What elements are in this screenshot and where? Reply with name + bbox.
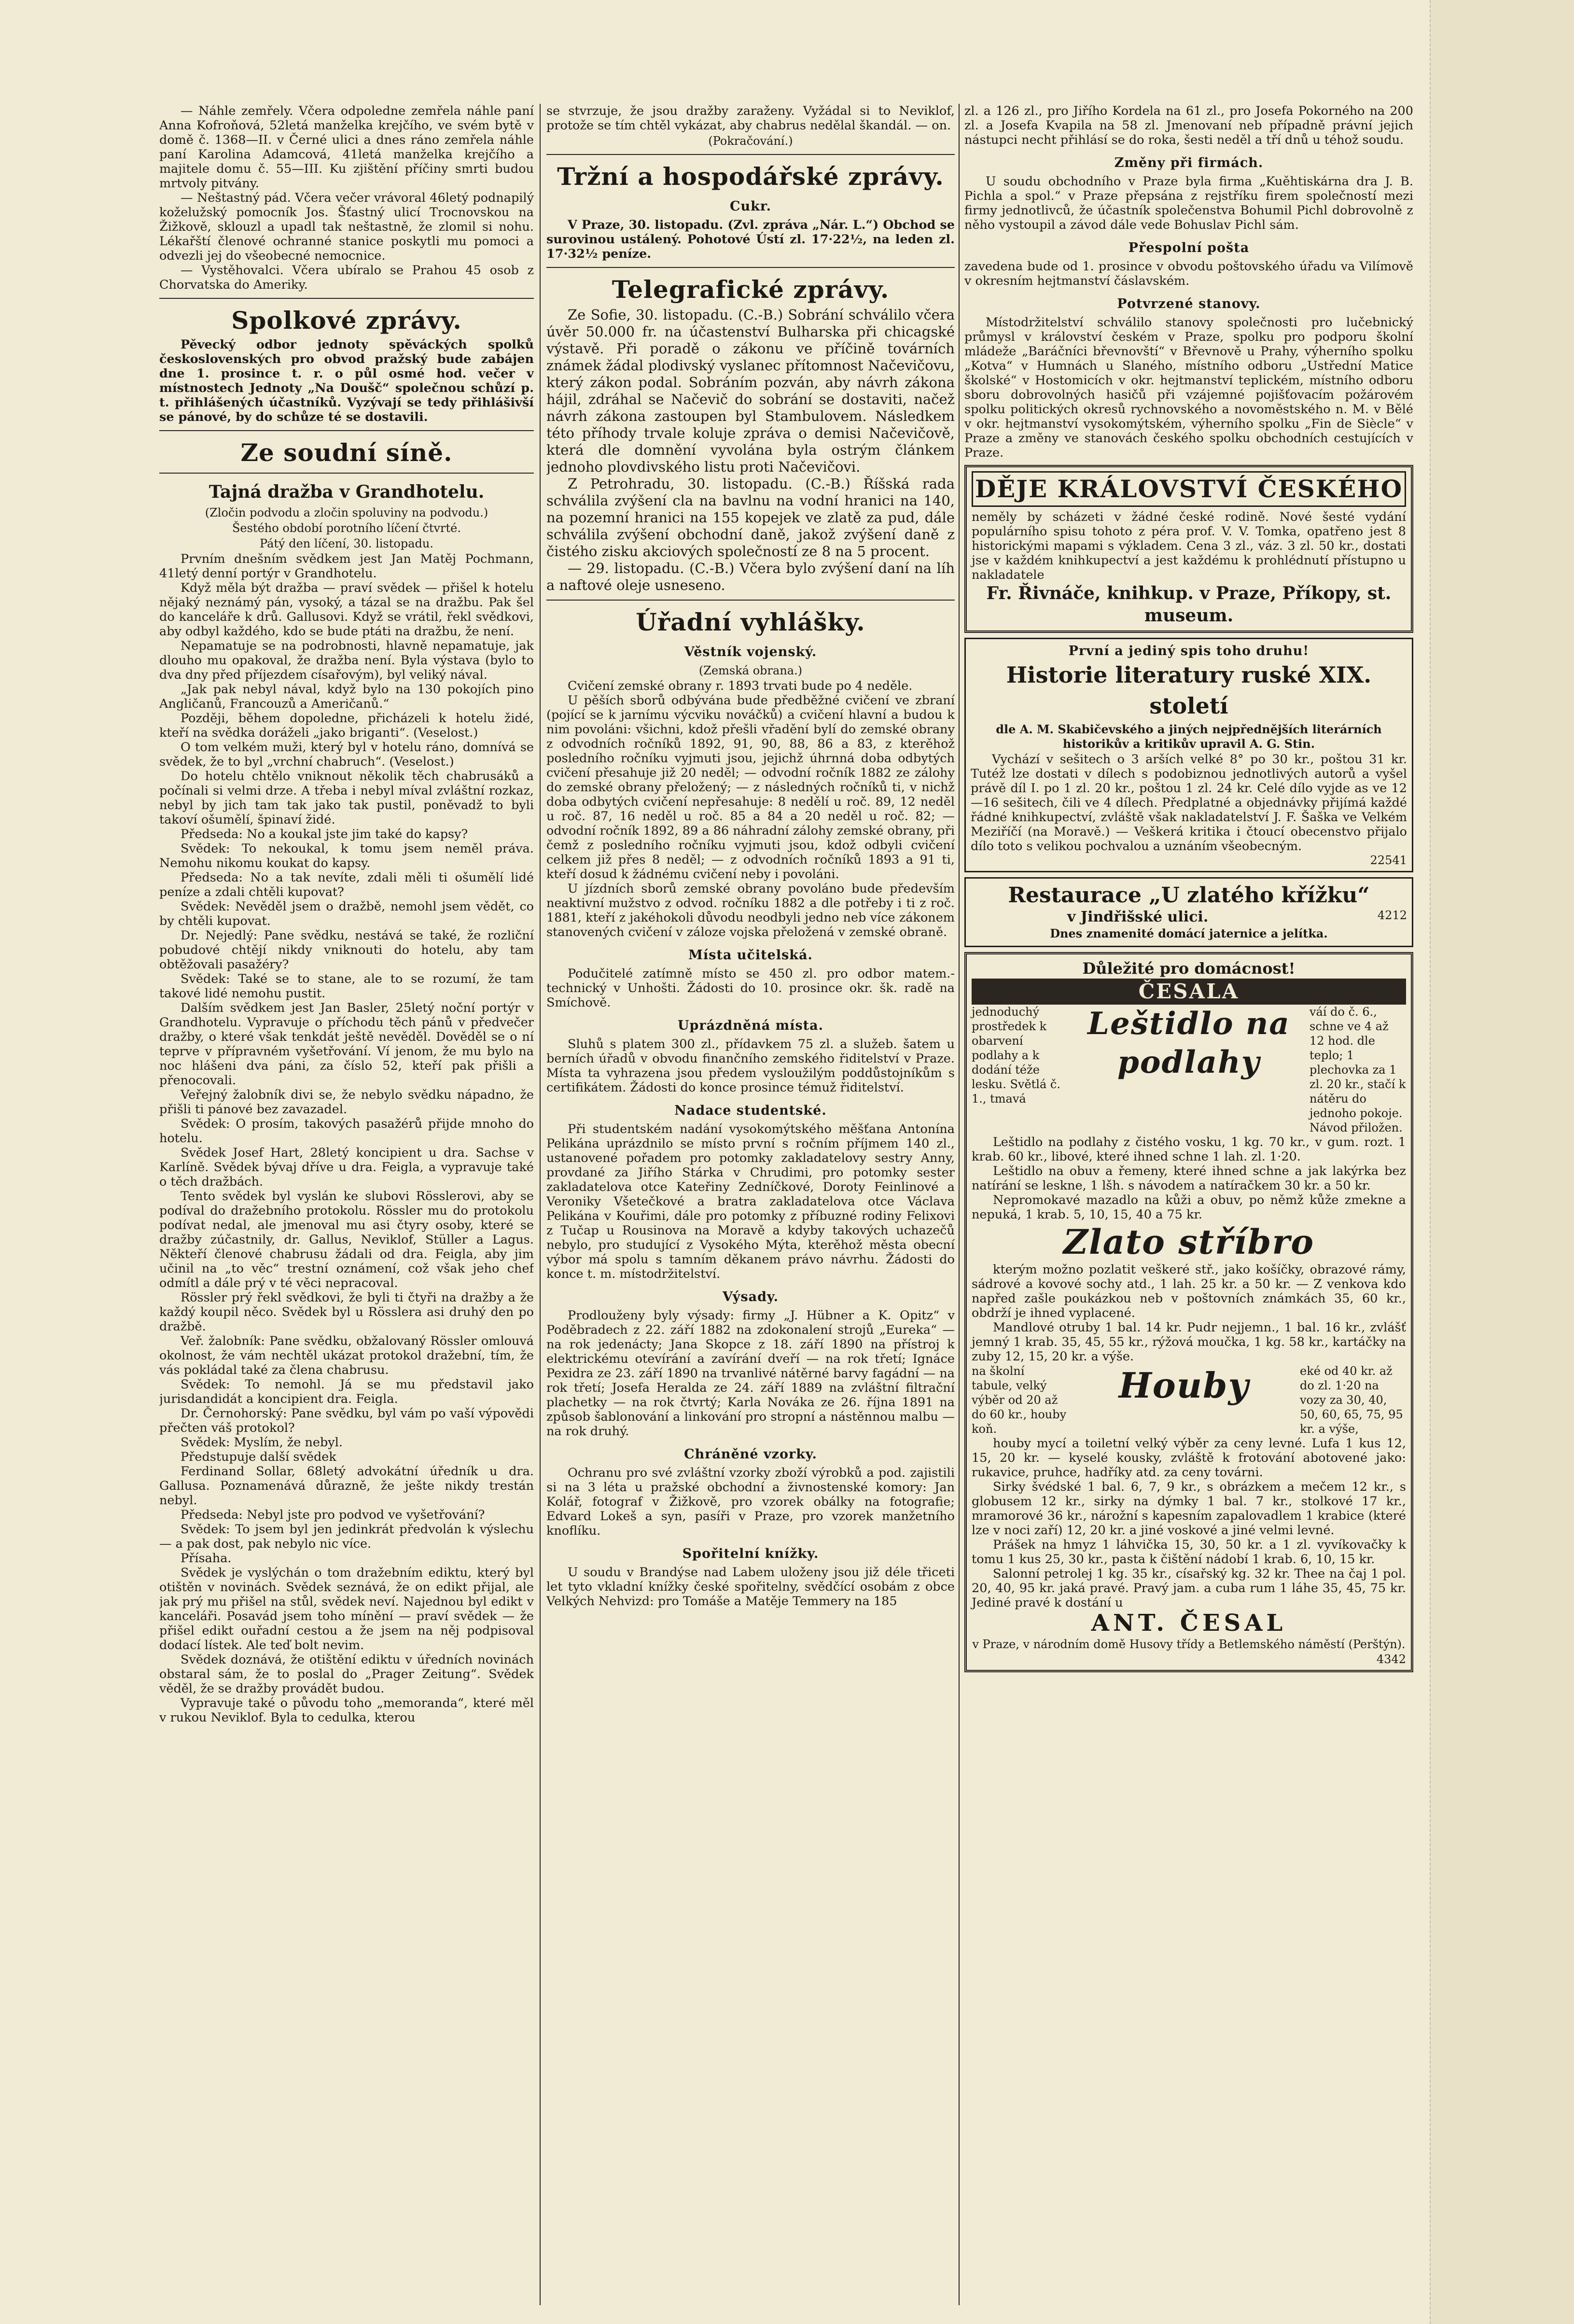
paragraph: Svědek: O prosím, takových pasažérů přijde mnoho do hotelu. bbox=[159, 1117, 534, 1146]
paragraph: Veř. žalobník: Pane svědku, obžalovaný Rössler omlouvá okolnost, že vám nechtěl ukázat protokol dražební, tím, že vás pokládal také za člena chabrusu. bbox=[159, 1334, 534, 1377]
ad-script-lestidlo: Leštidlo na podlahy bbox=[1087, 1006, 1290, 1080]
ad-houby-row bbox=[972, 1364, 1406, 1436]
section-divider bbox=[159, 473, 534, 474]
ad-text: Salonní petrolej 1 kg. 35 kr., císařský kg. 32 kr. Thee na čaj 1 pol. 20, 40, 95 kr. jaká pravé. Pravý jam. a cuba rum 1 láhe 35, 45, 75 kr. Jediné pravé k dostání u bbox=[972, 1567, 1406, 1610]
section-divider bbox=[159, 298, 534, 299]
section-divider bbox=[546, 154, 955, 155]
column-1 bbox=[159, 104, 534, 2310]
paragraph: Do hotelu chtělo vniknout několik těch chabrusáků a počínali si velmi drze. A třeba i nebyl míval zvláštní rozkaz, nebyl by jich tam tak jako tak pustil, poněvadž to byli takoví ošumělí, špinaví židé. bbox=[159, 769, 534, 827]
section-heading-telegraficke: Telegrafické zprávy. bbox=[612, 275, 890, 304]
paragraph: Sluhů s platem 300 zl., přídavkem 75 zl. a služeb. šatem u berních úřadů v obvodu finančního zemského řiditelství v Praze. Místa ta vyhrazena jsou předem vysloužilým poddůstojníkům s certifikátem. Žádosti do konce prosince témuž řiditelství. bbox=[546, 1037, 955, 1095]
subheading-zmeny: Změny při firmách. bbox=[1114, 155, 1264, 170]
paragraph: Prvním dnešním svědkem jest Jan Matěj Pochmann, 41letý denní portýr v Grandhotelu. bbox=[159, 552, 534, 581]
article-subtitle: (Zločin podvodu a zločin spoluviny na podvodu.) bbox=[205, 506, 488, 519]
paragraph: U soudu obchodního v Praze byla firma „Kuěhtiskárna dra J. B. Pichla a spol.“ v Praze přepsána z rejstříku firem společností mezi firmy jednotlivců, že účastník společenstva Bohumil Pichl dobrovolně z něho vystoupil a závod dále vede Bohuslav Pichl sám. bbox=[964, 174, 1413, 232]
ad-text: jednoduchý prostředek k obarvení podlahy a k dodání téže lesku. Světlá č. 1., tmavá bbox=[972, 1005, 1060, 1106]
paragraph: Když měla být dražba — praví svědek — přišel k hotelu nějaký neznámý pán, vysoký, a tázal se na dražbu. Pak šel do kanceláře k drů. Gallusovi. Když se vrátil, řekl svědkovi, aby odbyl každého, kdo se bude ptáti na dražbu, že není. bbox=[159, 581, 534, 639]
ad-number: 4342 bbox=[1376, 1652, 1406, 1666]
section-heading-uradni: Úřadní vyhlášky. bbox=[636, 608, 865, 636]
ad-text: Mandlové otruby 1 bal. 14 kr. Pudr nejjemn., 1 bal. 16 kr., zvlášť jemný 1 krab. 35, 45, 55 kr., rýžová moučka, 1 kg. 58 kr., kartáčky na zuby 12, 15, 20 kr. a výše. bbox=[972, 1320, 1406, 1364]
paragraph: Dr. Nejedlý: Pane svědku, nestává se také, že rozliční pobudové chtějí nikdy vniknouti do hotelu, aby tam obtěžovali pasažéry? bbox=[159, 928, 534, 972]
subheading-vysady: Výsady. bbox=[722, 1289, 779, 1304]
ad-text: Sirky švédské 1 bal. 6, 7, 9 kr., s obrázkem a mečem 12 kr., s globusem 12 kr., sirky na dýmky 1 bal. 7 kr., stolkové 17 kr., mramorové 36 kr., nárožní s kapesním zapalovadlem 1 krabice (které lze v noci zaří) 12, 20 kr. a jiné voskové a jiné velmi levné. bbox=[972, 1480, 1406, 1538]
ad-text: Prášek na hmyz 1 láhvička 15, 30, 50 kr. a 1 zl. vyvíkovačky k tomu 1 kus 25, 30 kr., pasta k čištění nádobí 1 krab. 6, 10, 15 kr. bbox=[972, 1538, 1406, 1567]
article-title-tajna-drazba: Tajná dražba v Grandhotelu. bbox=[209, 482, 485, 502]
subheading-potvrzene: Potvrzené stanovy. bbox=[1117, 296, 1261, 311]
article-subtitle: Pátý den líčení, 30. listopadu. bbox=[260, 537, 433, 550]
ad-text: eké od 40 kr. až do zl. 1·20 na vozy za 30, 40, 50, 60, 65, 75, 95 kr. a výše, bbox=[1300, 1364, 1403, 1436]
paragraph: Cvičení zemské obrany r. 1893 trvati bude po 4 neděle. bbox=[568, 679, 913, 693]
news-item-sofie: Ze Sofie, 30. listopadu. (C.-B.) Sobrání schválilo včera úvěr 50.000 fr. na účastenství Bulharska při chicagské výstavě. Při poradě o zákonu ve příčině továrních známek žádal plodivský vyslanec přítomnost Načevičovu, který zákon podal. Sobráním pozván, aby návrh zákona hájil, zdráhal se Načevič do sobrání se dostaviti, načež návrh zákona zastoupen byl Stambulovem. Následkem této příhody trvale koluje zpráva o demisi Načevičově, která dle domnění vyvolána byla ostrým článkem jednoho plovdivského listu proti Načevičovi. bbox=[546, 307, 955, 475]
article-subtitle: Šestého období porotního líčení čtvrté. bbox=[232, 521, 461, 535]
ad-text: Vychází v sešitech o 3 arších velké 8° po 30 kr., poštou 31 kr. Tutéž lze dostati v dílech s podobiznou jednotlivých autorů a vyšel právě díl I. po 1 zl. 20 kr., poštou 1 zl. 24 kr. Celé dílo vyjde as ve 12—16 sešitech, čili ve 4 dílech. Předplatné a objednávky přijímá každé řádné knihkupectví, zvláště však nakladatelství J. F. Šaška ve Velkém Meziříčí (na Moravě.) — Veškerá kritika i čtoucí obecenstvo přijalo dílo toto s velikou pochvalou a uznáním všeobecným. bbox=[971, 752, 1407, 854]
ad-brand: ČESALA bbox=[972, 979, 1406, 1005]
ad-cesal bbox=[964, 952, 1413, 1672]
paragraph: O tom velkém muži, který byl v hotelu ráno, domnívá se svědek, že to byl „vrchní chabruch“. (Veselost.) bbox=[159, 740, 534, 769]
section-heading-trzni: Tržní a hospodářské zprávy. bbox=[557, 162, 944, 191]
ad-publisher: Fr. Řivnáče, knihkup. v Praze, Příkopy, st. museum. bbox=[986, 583, 1392, 626]
paragraph: Ferdinand Sollar, 68letý advokátní úředník u dra. Gallusa. Poznamenává důrazně, že ješte nikdy trestán nebyl. bbox=[159, 1464, 534, 1508]
ad-text: houby mycí a toiletní velký výběr za ceny levné. Lufa 1 kus 12, 15, 20 kr. — kyselé kousky, zvláště k frotování abotovené jako: rukavice, pruhce, hadříky atd. za ceny továrni. bbox=[972, 1436, 1406, 1480]
ad-kicker: Důležité pro domácnost! bbox=[1082, 959, 1295, 978]
ad-deje-kralovstvi bbox=[964, 465, 1413, 633]
ad-text: neměly by scházeti v žádné české rodině. Nové šesté vydání populárního spisu tohoto z péra prof. V. V. Tomka, opatřeno jest 8 historickými mapami s výkladem. Cena 3 zl., váz. 3 zl. 50 kr., dostati jse v každém knihkupectví a jest každému k prohlédnutí přístupno u nakladatele bbox=[972, 510, 1406, 582]
paragraph: Později, během dopoledne, přicházeli k hotelu židé, kteří na svědka doráželi „jako briganti“. (Veselost.) bbox=[159, 711, 534, 740]
paragraph: U soudu v Brandýse nad Labem uloženy jsou již déle třiceti let tyto vkladní knížky české spořitelny, svědčící osobám z obce Velkých Nehvizd: pro Tomáše a Matěje Temmery na 185 bbox=[546, 1565, 955, 1609]
paragraph: U pěších sborů odbývána bude předběžné cvičení ve zbraní (pojící se k jarnímu výcviku nováčků) a cvičení hlavní a budou k nim povoláni: všichni, kdož přešli vřadění bylí do zemské obrany z odvodních ročníků 1892, 91, 90, 88, 86 a 83, z kterěhož posledního ročníku vyjmuti jsou, jejichž úhrnná doba odbytých cvičení přesahuje již 20 neděl; — odvodní ročník 1882 ze zálohy do zemské obrany přeložený; — z následných ročníků ti, v nichž doba odbytých cvičení nepřesahuje: 8 nedělí u roč. 89, 12 neděl u roč. 87, 16 neděl u roč. 85 a 84 a 20 neděl u roč. 82; — odvodní ročník 1892, 89 a 86 náhradní zálohy zemské obrany, při čemž z posledního ročníku vyjmuti jsou, kdož odbyli cvičení celkem již přes 8 neděl; — z odvodních ročníků 1893 a 91 ti, kteří dosud k žádnému cvičení neby i povoláni. bbox=[546, 693, 955, 882]
ad-seller: ANT. ČESAL bbox=[1091, 1610, 1287, 1637]
ad-script-zlato: Zlato stříbro bbox=[1063, 1222, 1315, 1262]
paragraph: Svědek: Také se to stane, ale to se rozumí, že tam takové lidé nemohu pustit. bbox=[159, 972, 534, 1001]
paragraph: se stvrzuje, že jsou dražby zaraženy. Vyžádal si to Neviklof, protože se tím chtěl vykázat, aby chabrus nedělal škandál. — on. bbox=[546, 104, 955, 133]
paragraph: Podučitelé zatímně místo se 450 zl. pro odbor matem.-technický v Unhošti. Žádosti do 10. prosince okr. šk. radě na Smíchově. bbox=[546, 966, 955, 1010]
column-2 bbox=[546, 104, 955, 2310]
paragraph: Tento svědek byl vyslán ke slubovi Rösslerovi, aby se podíval do dražebního protokolu. Rössler mu do protokolu podívat nedal, ale jmenoval mu asi čtyry osoby, které se dražby zúčastnily, dr. Gallus, Neviklof, Stüller a Lagus. Někteří členové chabrusu žádali od dra. Feigla, aby jim učinil na „to věc“ trestní oznámení, což však jeho chef odmítl a dále prý v té věci nepracoval. bbox=[159, 1189, 534, 1290]
paragraph: Nepamatuje se na podrobnosti, hlavně nepamatuje, jak dlouho mu opakoval, že dražba není. Byla výstava (bylo to dva dny před příjezdem císařovým), byl veliký nával. bbox=[159, 639, 534, 682]
paragraph: Dr. Černohorský: Pane svědku, byl vám po vaší výpovědi přečten váš protokol? bbox=[159, 1406, 534, 1435]
paragraph: zavedena bude od 1. prosince v obvodu poštovského úřadu va Vilímově v okresním hejtmanství čáslavském. bbox=[964, 259, 1413, 288]
ad-location-row bbox=[971, 909, 1407, 925]
paragraph: Dalším svědkem jest Jan Basler, 25letý noční portýr v Grandhotelu. Vypravuje o příchodu těch pánů v předvečer dražby, o které však tenkdát ještě nevěděl. Dověděl se o ní teprve v přípravném vyšetřování. Ví jenom, že mu bylo na noc hlášeni dva páni, za číslo 52, kteří pak přišli a přenocovali. bbox=[159, 1001, 534, 1088]
paragraph: Místodržitelství schválilo stanovy společnosti pro lučebnický průmysl v království českém v Praze, spolku pro podporu školní mládeže „Baráčníci břevnovští“ v Břevnově u Prahy, výherního spolku „Kotva“ v Humnách u Slaného, místního odboru „Ustřední Matice školské“ v Hostomicích v okr. hejtmanství teplickém, místního odboru sboru dobrovolných hasičů při vzájemné pojišťovacím požárovém spolku politických okresů rychnovského a novoměstského n. M. v Bělé v okr. hejtmanství vysokomýtském, výherního spolku „Fin de Siècle“ v Praze a změny ve stanovách českého spolku obchodních cestujících v Praze. bbox=[964, 315, 1413, 460]
ad-title: Restaurace „U zlatého křížku“ bbox=[1008, 883, 1370, 908]
paragraph: Předseda: No a tak nevíte, zdali měli ti ošumělí lidé peníze a zdali chtěli kupovat? bbox=[159, 870, 534, 899]
section-divider bbox=[546, 600, 955, 601]
paragraph: Předseda: Nebyl jste pro podvod ve vyšetřování? bbox=[181, 1508, 485, 1522]
paragraph: Svědek Josef Hart, 28letý koncipient u dra. Sachse v Karlíně. Svědek bývaj dříve u dra. Feigla, a vypravuje také o těch dražbách. bbox=[159, 1146, 534, 1189]
ad-kicker: První a jediný spis toho druhu! bbox=[1068, 644, 1309, 658]
section-divider bbox=[546, 267, 955, 268]
ad-text: Nepromokavé mazadlo na kůži a obuv, po němž kůže zmekne a nepuká, 1 krab. 5, 10, 15, 40 a 75 kr. bbox=[972, 1193, 1406, 1222]
ad-text: Dnes znamenité domácí jaternice a jelítka. bbox=[1050, 926, 1328, 940]
ad-text: Leštidlo na podlahy z čistého vosku, 1 kg. 70 kr., v gum. rozt. 1 krab. 60 kr., libové, které ihned schne 1 lah. zl. 1·20. bbox=[972, 1135, 1406, 1164]
subheading-sporitelni: Spořitelní knížky. bbox=[682, 1546, 819, 1561]
paragraph: Prodlouženy byly výsady: firmy „J. Hübner a K. Opitz“ v Poděbradech z 22. září 1882 na zdokonalení strojů „Eureka“ — na rok jedenácty; Jana Skopce z 18. září 1890 na přístroj k elektrickému otevírání a zavírání dveří — na rok třetí; Ignáce Pexidra ze 23. září 1890 na trvanlivé nátěrné barvy fagádní — na rok třetí; Josefa Heralda ze 24. září 1889 na zvláštní filtrační plachetky — na rok čtvrtý; Karla Nováka ze 26. října 1891 na způsob šablonování a linkování pro stropní a nástěnnou malbu — na rok druhý. bbox=[546, 1308, 955, 1439]
paragraph: Rössler prý řekl svědkovi, že byli ti čtyři na dražby a že každý koupil něco. Svědek byl u Rösslera asi druhý den po dražbě. bbox=[159, 1290, 534, 1334]
ad-address: v Praze, v národním domě Husovy třídy a Betlemského náměstí (Perštýn). bbox=[972, 1638, 1406, 1651]
ad-text: Leštidlo na obuv a řemeny, které ihned schne a jak lakýrka bez natírání se leskne, 1 lšh. s návodem a natíračkem 30 kr. a 50 kr. bbox=[972, 1164, 1406, 1193]
ad-product-row bbox=[972, 1005, 1406, 1135]
subheading-chranene: Chráněné vzorky. bbox=[684, 1447, 817, 1462]
subheading-zemska-obrana: (Zemská obrana.) bbox=[698, 664, 803, 677]
subheading-nadace: Nadace studentské. bbox=[674, 1103, 827, 1118]
news-item-petrohrad: Z Petrohradu, 30. listopadu. (C.-B.) Říšská rada schválila zvýšení cla na bavlnu na vodní hranici na 140, na pozemní hranici na 155 kopejek ve zlatě za pud, dále schválila zvýšení obchodní daně, jakož zvýšení daně z čistého zisku akciových společností ze 8 na 5 procent. bbox=[546, 476, 955, 560]
ad-text: váí do č. 6., schne ve 4 až 12 hod. dle teplo; 1 plechovka za 1 zl. 20 kr., stačí k nátěru do jednoho pokoje. Návod přiložen. bbox=[1309, 1005, 1406, 1134]
paragraph: Svědek: Nevěděl jsem o dražbě, nemohl jsem vědět, co by chtěli kupovat. bbox=[159, 899, 534, 928]
page-margin bbox=[1430, 0, 1574, 2324]
paragraph: Svědek doznává, že otištění ediktu v úředních novinách obstaral sám, že to poslal do „Prager Zeitung“. Svědek věděl, že se dražby provádět budou. bbox=[159, 1652, 534, 1696]
news-item-nestastny: — Neštastný pád. Včera večer vrávoral 46letý podnapilý koželužský pomocník Jos. Šťastný ulicí Trocnovskou na Žižkově, sklouzl a upadl tak neštastně, že zlomil si nohu. Lékařští členové ochranné stanice poskytli mu pomoci a odvezli jej do všeobecné nemocnice. bbox=[159, 191, 534, 263]
section-heading-spolkove: Spolkové zprávy. bbox=[231, 306, 462, 335]
news-item-nahle: — Náhle zemřely. Včera odpoledne zemřela náhle paní Anna Kofroňová, 52letá manželka krejčího, ve svém bytě v domě č. 1368—II. v Černé ulici a dnes ráno zemřela náhle paní Karolina Adamcová, 41letá manželka krejčího a majitele domu č. 55—III. Ku zjištění příčiny smrti budou mrtvoly pitvány. bbox=[159, 104, 534, 191]
ad-restaurace bbox=[964, 877, 1413, 947]
subheading-mista-ucitelska: Místa učitelská. bbox=[688, 948, 813, 963]
ad-script-houby: Houby bbox=[1118, 1365, 1250, 1406]
ad-title: DĚJE KRÁLOVSTVÍ ČESKÉHO bbox=[972, 471, 1406, 507]
subheading-prespolni: Přespolní pošta bbox=[1128, 240, 1250, 255]
ad-location: v Jindřišské ulici. bbox=[1067, 909, 1209, 925]
paragraph: U jízdních sborů zemské obrany povoláno bude především neaktivní mužstvo z odvod. ročníku 1882 a dle potřeby i ti z roč. 1881, kteří z jakéhokoli důvodu neodbyli jedno neb více zákonem stanovených cvičení v záloze vojska přeložená v zemské obraně. bbox=[546, 882, 955, 939]
paragraph: Svědek: To nekoukal, k tomu jsem neměl práva. Nemohu nikomu koukat do kapsy. bbox=[159, 841, 534, 870]
paragraph: Svědek: To nemohl. Já se mu představil jako jurisdandidát a koncipient dra. Feigla. bbox=[159, 1377, 534, 1406]
paragraph: Vypravuje také o původu toho „memoranda“, které měl v rukou Neviklof. Byla to cedulka, kterou bbox=[159, 1696, 534, 1725]
ad-number: 22541 bbox=[1370, 854, 1407, 867]
news-item-29-listopadu: — 29. listopadu. (C.-B.) Včera bylo zvýšení daní na líh a naftové oleje usneseno. bbox=[546, 560, 955, 593]
column-3 bbox=[964, 104, 1413, 2310]
paragraph: Předseda: No a koukal jste jim také do kapsy? bbox=[181, 827, 468, 841]
paragraph: Svědek: To jsem byl jen jedinkrát předvolán k výslechu — a pak dost, pak nebylo nic více. bbox=[159, 1522, 534, 1551]
continuation-note: (Pokračování.) bbox=[708, 134, 793, 148]
column-rule bbox=[540, 104, 541, 2305]
paragraph: Svědek: Myslím, že nebyl. bbox=[181, 1435, 343, 1450]
subheading-vestnik: Věstník vojenský. bbox=[684, 644, 817, 659]
paragraph: Veřejný žalobník divi se, že nebylo svědku nápadno, že přišli ti pánové bez zavazadel. bbox=[159, 1088, 534, 1117]
section-divider bbox=[159, 430, 534, 431]
section-heading-soudni: Ze soudní síně. bbox=[240, 438, 453, 467]
news-item-vystehovalci: — Vystěhovalci. Včera ubíralo se Prahou 45 osob z Chorvatska do Ameriky. bbox=[159, 263, 534, 292]
ad-text: kterým možno pozlatit veškeré stř., jako košíčky, obrazové rámy, sádrové a kovové sochy atd., 1 lah. 25 kr. a 50 kr. — Z venkova kdo napřed zašle poukázkou neb v poštovních známkách 35, 60 kr., obdrží je ihned vyplacené. bbox=[972, 1262, 1406, 1320]
paragraph: Svědek je vyslýchán o tom dražebním ediktu, který byl otištěn v novinách. Svědek seznává, že on edikt přijal, ale jak prý mu přišel na stůl, svědek neví. Najednou byl edikt v kanceláři. Posavád jsem toho mínění — praví svědek — že přišel edikt ouřadní cestou a že jsem na něj podpisoval dodací lístek. Ale teď bolt nevim. bbox=[159, 1566, 534, 1652]
ad-number: 4212 bbox=[1377, 909, 1407, 922]
news-item-pevecky: Pěvecký odbor jednoty spěváckých spolků československých pro obvod pražský bude zabájen dne 1. prosince t. r. o půl osmé hod. večer v místnostech Jednoty „Na Doušč“ společnou schůzí p. t. přihlášených účastníků. Vyzývají se tedy přihlášivší se pánové, by do schůze té se dostavili. bbox=[159, 337, 534, 424]
ad-subtitle: dle A. M. Skabičevského a jiných nejpřednějších literárních historikův a kritikův upravil A. G. Stin. bbox=[996, 722, 1382, 751]
paragraph: Předstupuje další svědek bbox=[181, 1450, 336, 1464]
ad-historie-literatury bbox=[964, 638, 1413, 872]
column-rule bbox=[959, 104, 960, 2305]
paragraph: zl. a 126 zl., pro Jiřího Kordela na 61 zl., pro Josefa Pokorného na 200 zl. a Josefa Kvapila na 58 zl. Jmenovaní neb případně právní jejich nástupci necht přihlásí se do roka, šesti neděl a tří dnů u téhož soudu. bbox=[964, 104, 1413, 147]
news-item-cukr: V Praze, 30. listopadu. (Zvl. zpráva „Nár. L.“) Obchod se surovinou ustálený. Pohotové Ústí zl. 17·22½, na leden zl. 17·32½ peníze. bbox=[546, 218, 955, 261]
ad-title: Historie literatury ruské XIX. století bbox=[1006, 662, 1372, 719]
paragraph: „Jak pak nebyl nával, když bylo na 130 pokojích pino Angličanů, Francouzů a Američanů.“ bbox=[159, 682, 534, 711]
subheading-uprazdnena: Uprázdněná místa. bbox=[677, 1018, 824, 1033]
paragraph: Přísaha. bbox=[181, 1551, 232, 1566]
paragraph: Při studentském nadání vysokomýtského měšťana Antonína Pelikána uprázdnilo se místo první s ročním příjmem 140 zl., ustanovené pořadem pro potomky zakladatelovy sestry Anny, provdané za Jiřího Stárka v Chrudimi, pro potomky sester zakladatelova otce Kateřiny Zedníčkové, Doroty Feinlinové a Veroniky Všetečkové a bratra zakladatelova otce Václava Pelikána v Kouřimi, dále pro potomky z příbuzné rodiny Felixovi z Tučap u Rousinova na Moravě a kdyby takových uchazečů nebylo, pro studující z Vysokého Mýta, kterěhož města obecní výbor má spolu s tamním děkanem právo návrhu. Žádosti do konce t. m. místodržitelství. bbox=[546, 1122, 955, 1281]
ad-text: na školní tabule, velký výběr od 20 až do 60 kr., houby koň. bbox=[972, 1364, 1067, 1436]
subheading-cukr: Cukr. bbox=[730, 199, 771, 214]
paragraph: Ochranu pro své zvláštní vzorky zboží výrobků a pod. zajistili si na 3 léta u pražské obchodní a živnostenské komory: Jan Kolář, fotograf v Žižkově, pro vzorek obálky na fotografie; Edvard Lokeš a syn, pasíři v Praze, pro vzorek manžetního knoflíku. bbox=[546, 1466, 955, 1538]
